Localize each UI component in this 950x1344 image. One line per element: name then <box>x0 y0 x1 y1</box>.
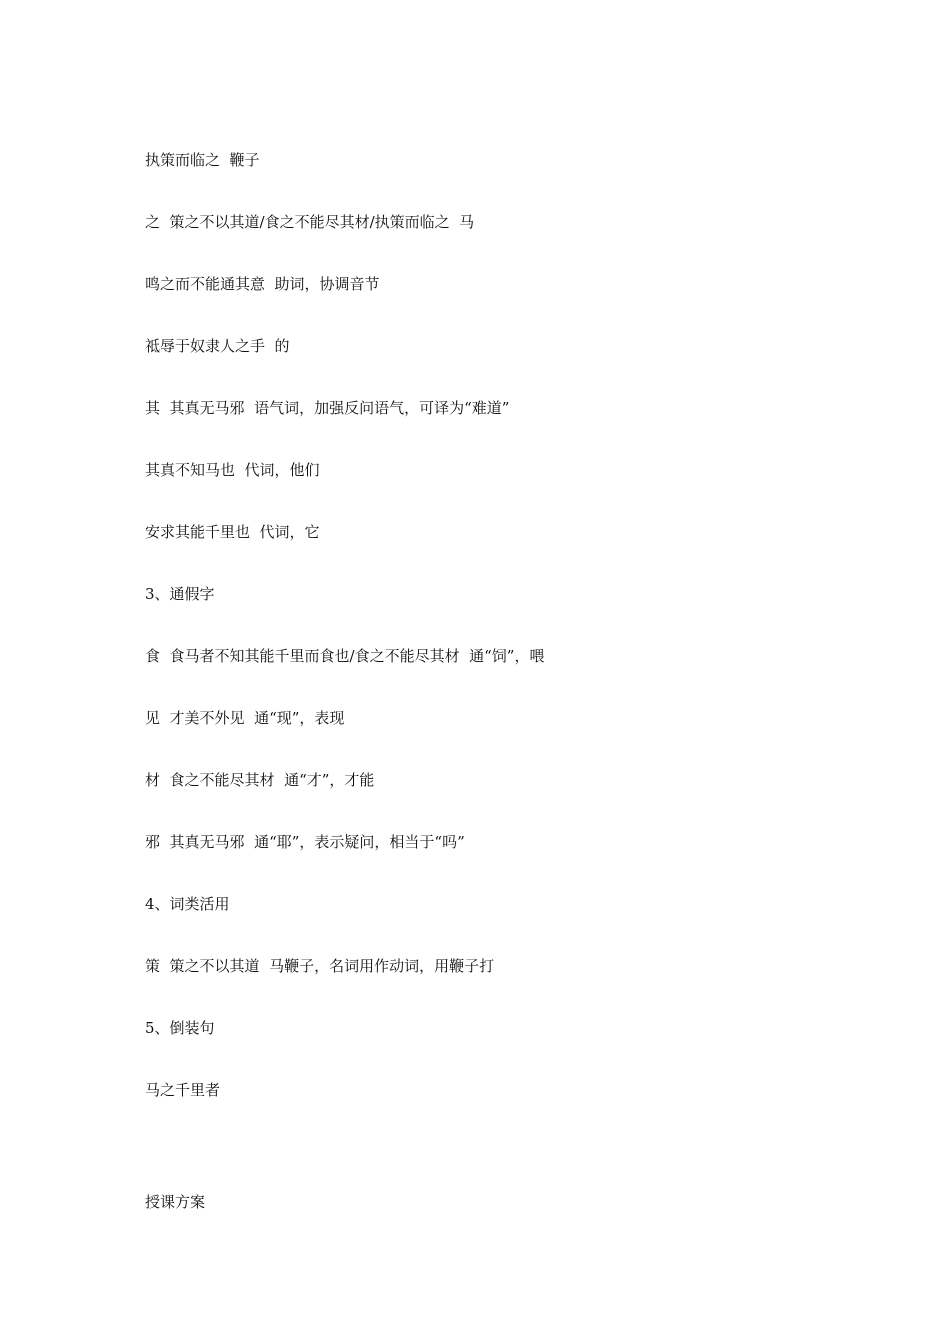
text-line: 祗辱于奴隶人之手 的 <box>145 337 290 355</box>
text-line: 食 食马者不知其能千里而食也/食之不能尽其材 通“饲”，喂 <box>145 647 545 665</box>
text-line: 其 其真无马邪 语气词，加强反问语气，可译为“难道” <box>145 399 510 417</box>
text-line: 其真不知马也 代词，他们 <box>145 461 320 479</box>
section-heading: 3、通假字 <box>145 585 215 603</box>
text-line: 鸣之而不能通其意 助词，协调音节 <box>145 275 380 293</box>
section-heading: 5、倒装句 <box>145 1019 215 1037</box>
text-line: 材 食之不能尽其材 通“才”，才能 <box>145 771 375 789</box>
text-line: 之 策之不以其道/食之不能尽其材/执策而临之 马 <box>145 213 475 231</box>
text-line: 安求其能千里也 代词，它 <box>145 523 320 541</box>
text-line: 执策而临之 鞭子 <box>145 151 260 169</box>
section-heading: 授课方案 <box>145 1193 206 1211</box>
text-line: 策 策之不以其道 马鞭子，名词用作动词，用鞭子打 <box>145 957 495 975</box>
text-line: 见 才美不外见 通“现”，表现 <box>145 709 345 727</box>
section-heading: 4、词类活用 <box>145 895 230 913</box>
text-line: 马之千里者 <box>145 1081 221 1099</box>
text-line: 邪 其真无马邪 通“耶”，表示疑问，相当于“吗” <box>145 833 465 851</box>
